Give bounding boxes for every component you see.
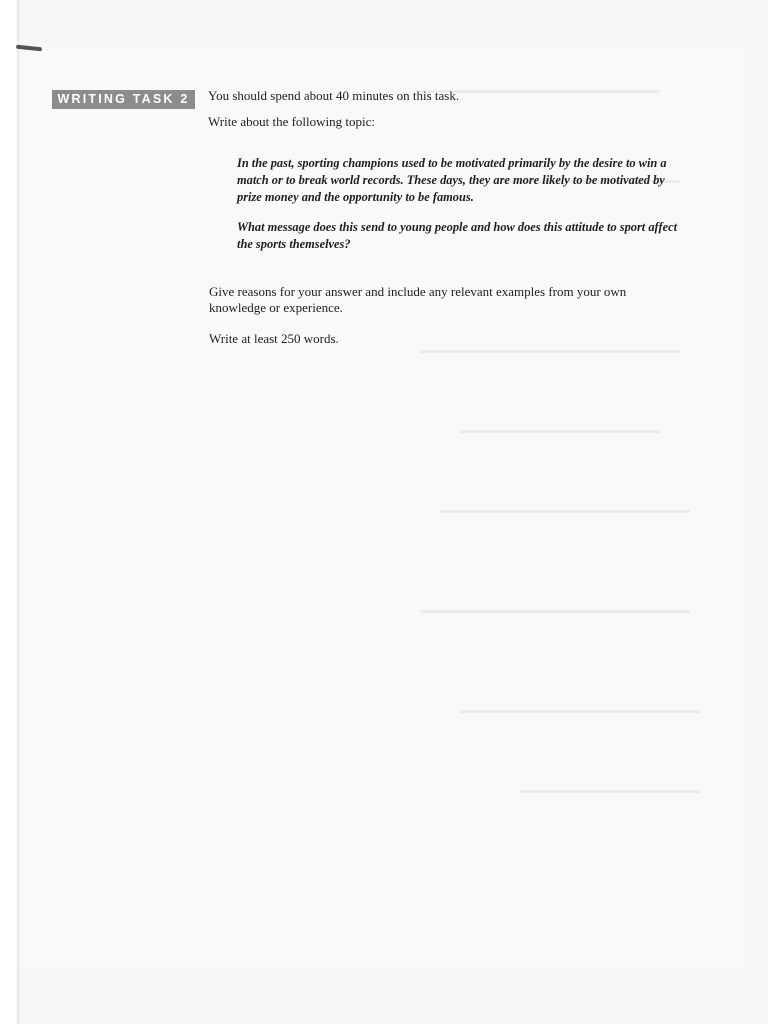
word-count-instruction: Write at least 250 words. xyxy=(209,331,339,346)
time-instruction: You should spend about 40 minutes on this task. xyxy=(208,88,460,103)
show-through-mark xyxy=(440,510,690,513)
topic-instruction: Write about the following topic: xyxy=(208,114,375,129)
task-label-badge: WRITING TASK 2 xyxy=(52,90,195,109)
show-through-mark xyxy=(420,350,680,353)
essay-prompt-question: What message does this send to young people and how does this attitude to sport affect the sports themselves? xyxy=(237,220,678,251)
show-through-mark xyxy=(460,430,660,433)
show-through-mark xyxy=(420,610,690,613)
essay-prompt-statement: In the past, sporting champions used to be motivated primarily by the desire to win a match or to break world records. These days, they are more likely to be motivated by prize money and the opportunity to be famous. xyxy=(237,156,667,204)
reasons-instruction-line-2: knowledge or experience. xyxy=(209,300,343,315)
reasons-instruction-line-1: Give reasons for your answer and include any relevant examples from your own xyxy=(209,284,627,299)
scan-edge-shadow xyxy=(0,0,20,1024)
show-through-mark xyxy=(520,790,700,793)
show-through-mark xyxy=(460,710,700,713)
